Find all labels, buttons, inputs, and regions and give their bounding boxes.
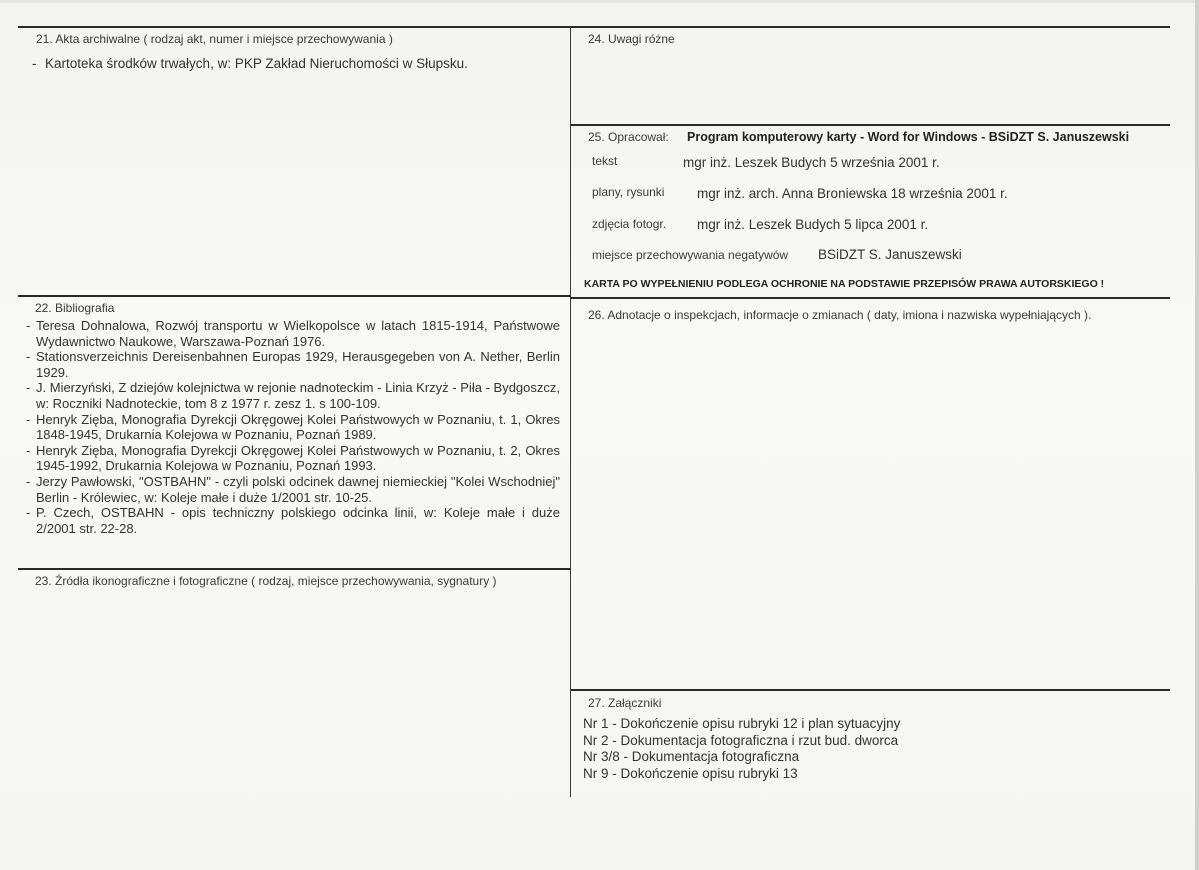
- section-21-dash: -: [32, 56, 37, 71]
- bibliography-list: [24, 318, 560, 536]
- section-22-header: 22. Bibliografia: [35, 301, 115, 315]
- author-row-value: mgr inż. Leszek Budych 5 lipca 2001 r.: [697, 217, 929, 232]
- scan-top-edge: [0, 0, 1199, 3]
- author-row-value: mgr inż. Leszek Budych 5 września 2001 r.: [683, 155, 940, 170]
- section-21-header: 21. Akta archiwalne ( rodzaj akt, numer i miejsce przechowywania ): [36, 32, 393, 46]
- author-row-label: tekst: [592, 154, 618, 168]
- author-row-label: plany, rysunki: [592, 185, 665, 199]
- attachment-item: Nr 1 - Dokończenie opisu rubryki 12 i plan sytuacyjny: [583, 716, 901, 731]
- author-row-value: BSiDZT S. Januszewski: [818, 247, 962, 262]
- section-26-header: 26. Adnotacje o inspekcjach, informacje o zmianach ( daty, imiona i nazwiska wypełniających ).: [588, 308, 1092, 322]
- attachments-list: [583, 716, 900, 782]
- attachment-item: Nr 2 - Dokumentacja fotograficzna i rzut bud. dworca: [583, 732, 899, 748]
- divider-26-27: [571, 689, 1170, 691]
- scan-right-edge: [1195, 0, 1199, 870]
- bibliography-item: - J. Mierzyński, Z dziejów kolejnictwa w rejonie nadnoteckim - Linia Krzyż - Piła - Bydgoszcz, w: Roczniki Nadnoteckie, tom 8 z 1977 r. zesz 1. s 100-109.: [24, 380, 560, 411]
- section-24-header: 24. Uwagi różne: [588, 32, 675, 46]
- divider-21-22: [18, 295, 571, 297]
- center-divider: [570, 27, 571, 797]
- section-27-header: 27. Załączniki: [588, 696, 662, 710]
- bibliography-item: - Jerzy Pawłowski, "OSTBAHN" - czyli polski odcinek dawnej niemieckiej "Kolei Wschodniej" Berlin - Królewiec, w: Koleje małe i duże 1/2001 str. 10-25.: [24, 474, 560, 505]
- section-25-program: Program komputerowy karty - Word for Windows - BSiDZT S. Januszewski: [687, 130, 1130, 144]
- bibliography-item: - Stationsverzeichnis Dereisenbahnen Europas 1929, Herausgegeben von A. Nether, Berlin 1929.: [24, 349, 560, 380]
- attachment-item: Nr 9 - Dokończenie opisu rubryki 13: [583, 765, 798, 781]
- author-row-label: zdjęcia fotogr.: [592, 217, 667, 231]
- divider-24-25: [571, 124, 1170, 126]
- divider-22-23: [18, 568, 571, 570]
- copyright-notice: KARTA PO WYPEŁNIENIU PODLEGA OCHRONIE NA PODSTAWIE PRZEPISÓW PRAWA AUTORSKIEGO !: [584, 278, 1105, 290]
- bibliography-item: - P. Czech, OSTBAHN - opis techniczny polskiego odcinka linii, w: Koleje małe i duże 2/2001 str. 22-28.: [24, 505, 560, 536]
- top-border: [18, 26, 1170, 28]
- section-25-label: 25. Opracował:: [588, 130, 669, 144]
- divider-25-26: [571, 297, 1170, 299]
- bibliography-item: - Henryk Zięba, Monografia Dyrekcji Okręgowej Kolei Państwowych w Poznaniu, t. 1, Okres 1848-1945, Drukarnia Kolejowa w Poznaniu, Poznań 1989.: [24, 412, 560, 443]
- attachment-item: Nr 3/8 - Dokumentacja fotograficzna: [583, 749, 800, 764]
- author-row-value: mgr inż. arch. Anna Broniewska 18 września 2001 r.: [697, 186, 1008, 201]
- bibliography-item: - Teresa Dohnalowa, Rozwój transportu w Wielkopolsce w latach 1815-1914, Państwowe Wydawnictwo Naukowe, Warszawa-Poznań 1976.: [24, 318, 560, 349]
- author-row-label: miejsce przechowywania negatywów: [592, 248, 789, 262]
- section-21-item: Kartoteka środków trwałych, w: PKP Zakład Nieruchomości w Słupsku.: [45, 56, 468, 71]
- bibliography-item: - Henryk Zięba, Monografia Dyrekcji Okręgowej Kolei Państwowych w Poznaniu, t. 2, Okres 1945-1992, Drukarnia Kolejowa w Poznaniu, Poznań 1993.: [24, 443, 560, 474]
- section-23-header: 23. Źródła ikonograficzne i fotograficzne ( rodzaj, miejsce przechowywania, sygnatury ): [35, 574, 497, 588]
